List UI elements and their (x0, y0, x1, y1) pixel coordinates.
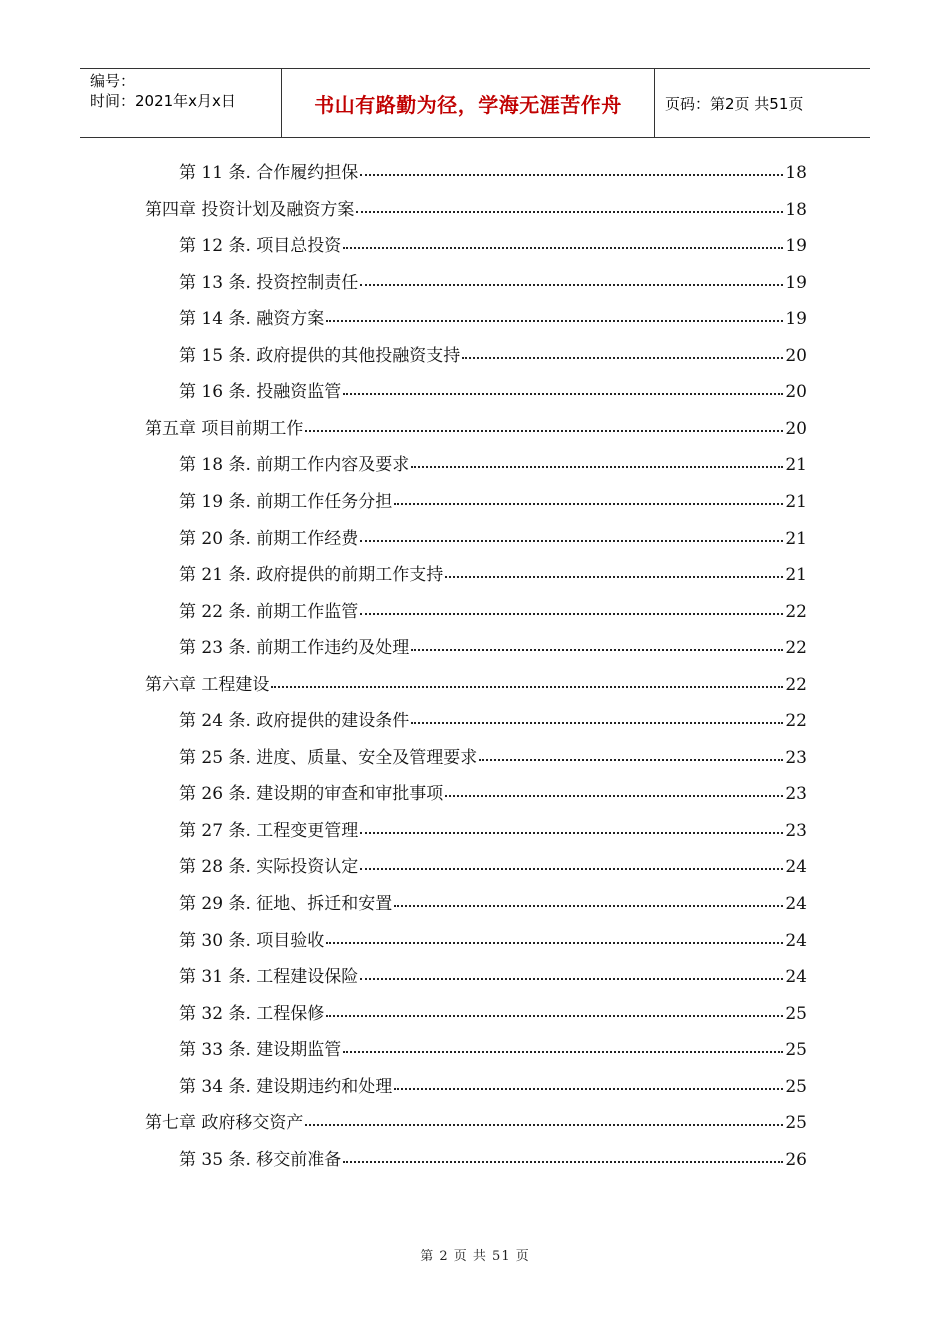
toc-leader-dots (360, 868, 783, 870)
toc-entry-title: 第 14 条. 融资方案 (179, 309, 325, 330)
toc-entry-page: 25 (785, 1076, 807, 1097)
toc-entry-page: 25 (785, 1113, 807, 1134)
header-motto: 书山有路勤为径，学海无涯苦作舟 (282, 69, 655, 137)
toc-entry-title: 第 11 条. 合作履约担保 (179, 163, 359, 183)
toc-article-entry[interactable] (179, 1035, 807, 1065)
toc-article-entry[interactable] (179, 341, 807, 371)
toc-entry-title: 第 18 条. 前期工作内容及要求 (179, 455, 410, 476)
toc-entry-title: 第 12 条. 项目总投资 (179, 236, 342, 257)
toc-article-entry[interactable] (179, 450, 807, 480)
toc-entry-title: 第 30 条. 项目验收 (179, 930, 325, 951)
toc-entry-title: 第 15 条. 政府提供的其他投融资支持 (179, 345, 461, 366)
toc-leader-dots (360, 978, 783, 980)
toc-entry-title: 第六章 工程建设 (145, 674, 270, 695)
toc-entry-title: 第 19 条. 前期工作任务分担 (179, 491, 393, 512)
toc-leader-dots (394, 1088, 783, 1090)
toc-entry-title: 第 20 条. 前期工作经费 (179, 528, 359, 549)
toc-article-entry[interactable] (179, 304, 807, 334)
toc-entry-page: 24 (785, 894, 807, 914)
toc-entry-page: 18 (785, 163, 807, 183)
toc-leader-dots (360, 284, 783, 286)
toc-entry-page: 20 (785, 345, 807, 366)
toc-article-entry[interactable] (179, 889, 807, 919)
toc-entry-title: 第 31 条. 工程建设保险 (179, 967, 359, 988)
toc-article-entry[interactable] (179, 524, 807, 554)
toc-article-entry[interactable] (179, 597, 807, 627)
toc-article-entry[interactable] (179, 633, 807, 663)
toc-entry-title: 第 28 条. 实际投资认定 (179, 857, 359, 878)
toc-entry-page: 24 (785, 857, 807, 878)
toc-article-entry[interactable] (179, 377, 807, 407)
toc-article-entry[interactable] (179, 268, 807, 298)
toc-entry-title: 第 16 条. 投融资监管 (179, 382, 342, 403)
toc-leader-dots (462, 357, 783, 359)
header-meta (80, 69, 282, 137)
toc-entry-page: 22 (785, 711, 807, 732)
toc-entry-page: 22 (785, 674, 807, 695)
toc-leader-dots (326, 320, 783, 322)
toc-entry-title: 第 24 条. 政府提供的建设条件 (179, 711, 410, 732)
toc-leader-dots (411, 466, 783, 468)
toc-entry-page: 25 (785, 1003, 807, 1024)
toc-leader-dots (411, 722, 783, 724)
toc-article-entry[interactable] (179, 706, 807, 736)
toc-entry-page: 21 (785, 528, 807, 549)
toc-article-entry[interactable] (179, 158, 807, 188)
toc-leader-dots (343, 1161, 783, 1163)
page-header (80, 68, 870, 138)
toc-leader-dots (343, 247, 783, 249)
toc-leader-dots (394, 905, 783, 907)
toc-entry-page: 19 (785, 309, 807, 330)
toc-leader-dots (326, 1015, 783, 1017)
toc-entry-page: 21 (785, 455, 807, 476)
toc-article-entry[interactable] (179, 1072, 807, 1102)
page-footer: 第 2 页 共 51 页 (420, 1249, 530, 1264)
toc-leader-dots (343, 1051, 783, 1053)
toc-leader-dots (411, 649, 783, 651)
toc-entry-page: 20 (785, 382, 807, 403)
toc-entry-page: 21 (785, 565, 807, 586)
toc-leader-dots (360, 174, 783, 176)
toc-leader-dots (360, 613, 783, 615)
toc-leader-dots (305, 1124, 783, 1126)
document-number-label: 编号： (90, 72, 136, 90)
toc-leader-dots (271, 686, 783, 688)
toc-entry-title: 第 34 条. 建设期违约和处理 (179, 1076, 393, 1097)
toc-article-entry[interactable] (179, 779, 807, 809)
toc-leader-dots (305, 430, 783, 432)
toc-entry-page: 19 (785, 236, 807, 257)
toc-article-entry[interactable] (179, 999, 807, 1029)
toc-entry-title: 第 21 条. 政府提供的前期工作支持 (179, 565, 444, 586)
toc-leader-dots (445, 795, 783, 797)
toc-entry-page: 24 (785, 930, 807, 951)
toc-leader-dots (326, 942, 783, 944)
toc-entry-page: 23 (785, 747, 807, 768)
toc-article-entry[interactable] (179, 231, 807, 261)
toc-entry-page: 22 (785, 638, 807, 659)
header-page-info: 页码：第2页 共51页 (665, 94, 804, 113)
toc-entry-title: 第 22 条. 前期工作监管 (179, 601, 359, 622)
toc-entry-page: 25 (785, 1040, 807, 1061)
toc-leader-dots (479, 759, 783, 761)
document-date-label: 时间：2021年x月x日 (90, 92, 236, 110)
toc-entry-title: 第 32 条. 工程保修 (179, 1003, 325, 1024)
toc-entry-title: 第 35 条. 移交前准备 (179, 1149, 342, 1170)
toc-entry-page: 18 (785, 199, 807, 220)
toc-entry-title: 第 26 条. 建设期的审查和审批事项 (179, 784, 444, 805)
toc-entry-title: 第 33 条. 建设期监管 (179, 1040, 342, 1061)
toc-article-entry[interactable] (179, 487, 807, 517)
toc-article-entry[interactable] (179, 816, 807, 846)
toc-article-entry[interactable] (179, 852, 807, 882)
toc-article-entry[interactable] (179, 1145, 807, 1175)
toc-entry-title: 第 13 条. 投资控制责任 (179, 272, 359, 293)
toc-leader-dots (360, 832, 783, 834)
toc-leader-dots (343, 393, 783, 395)
toc-entry-page: 22 (785, 601, 807, 622)
toc-leader-dots (445, 576, 783, 578)
toc-article-entry[interactable] (179, 962, 807, 992)
toc-article-entry[interactable] (179, 926, 807, 956)
toc-entry-page: 23 (785, 784, 807, 805)
toc-entry-title: 第 25 条. 进度、质量、安全及管理要求 (179, 747, 478, 768)
toc-entry-title: 第五章 项目前期工作 (145, 418, 304, 439)
toc-entry-title: 第 27 条. 工程变更管理 (179, 820, 359, 841)
toc-entry-title: 第 23 条. 前期工作违约及处理 (179, 638, 410, 659)
toc-entry-page: 26 (785, 1149, 807, 1170)
toc-entry-page: 20 (785, 418, 807, 439)
toc-entry-page: 24 (785, 967, 807, 988)
toc-entry-title: 第 29 条. 征地、拆迁和安置 (179, 894, 393, 914)
toc-article-entry[interactable] (179, 743, 807, 773)
toc-chapter-entry[interactable] (145, 670, 807, 700)
toc-chapter-entry[interactable] (145, 1108, 807, 1138)
toc-entry-page: 19 (785, 272, 807, 293)
toc-leader-dots (360, 540, 783, 542)
toc-entry-page: 23 (785, 820, 807, 841)
toc-entry-title: 第七章 政府移交资产 (145, 1113, 304, 1134)
toc-entry-page: 21 (785, 491, 807, 512)
toc-chapter-entry[interactable] (145, 414, 807, 444)
toc-chapter-entry[interactable] (145, 195, 807, 225)
toc-entry-title: 第四章 投资计划及融资方案 (145, 199, 355, 220)
toc-article-entry[interactable] (179, 560, 807, 590)
toc-leader-dots (356, 211, 783, 213)
toc-leader-dots (394, 503, 783, 505)
